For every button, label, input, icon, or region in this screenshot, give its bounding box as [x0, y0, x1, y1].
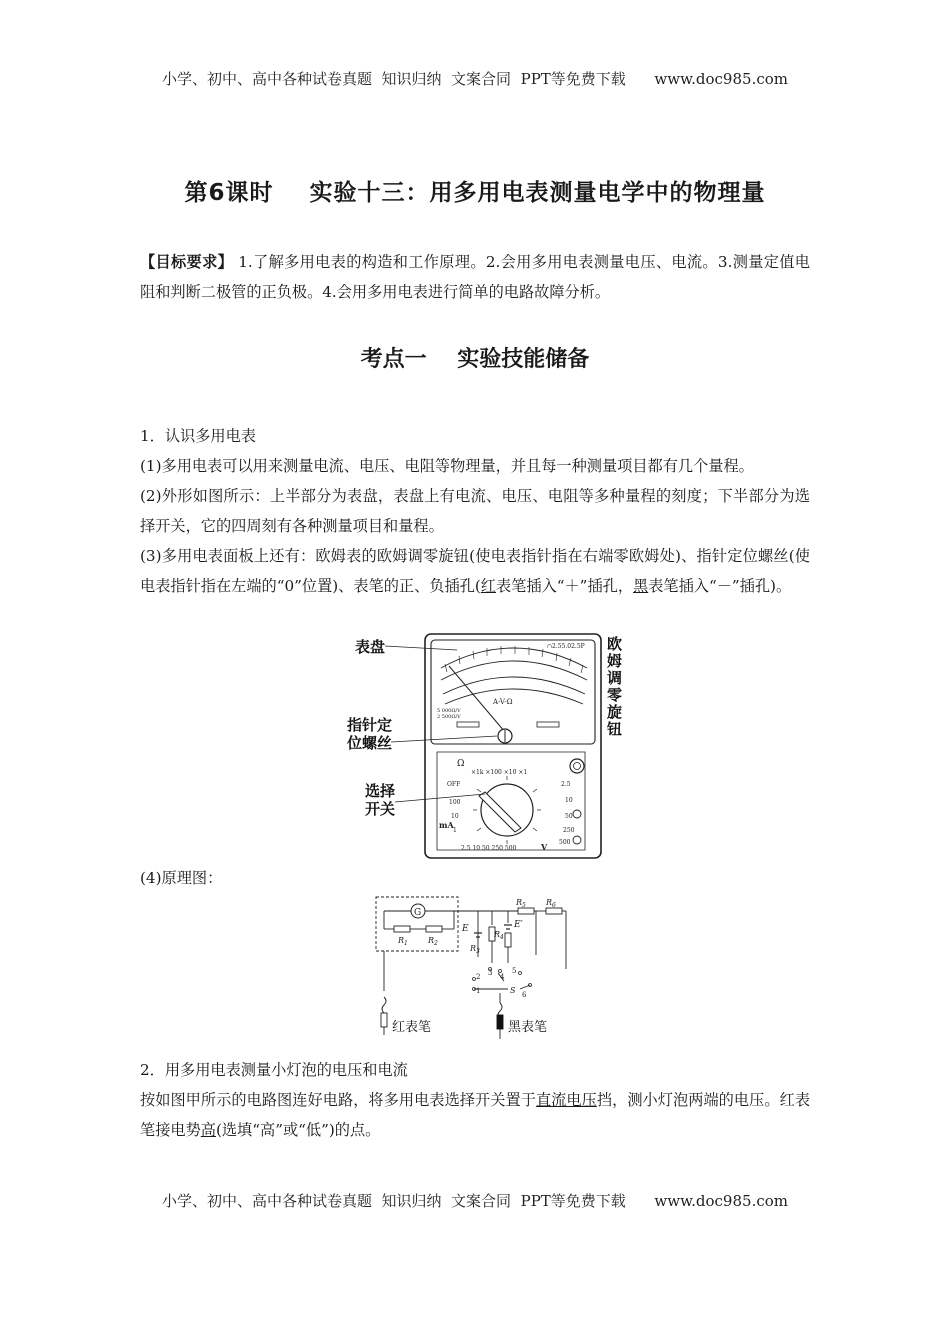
- multimeter-figure: [345, 632, 605, 860]
- s2-pb: 挡，测小灯泡两端的电压。红表笔接电势: [140, 1091, 811, 1139]
- goal-requirements: [140, 247, 810, 307]
- sensitivity-2: 2 500Ω/V: [437, 714, 461, 720]
- ohm-char-2: 姆: [607, 652, 623, 670]
- goal-tag: 【目标要求】: [140, 253, 234, 271]
- goal-text: 1.了解多用电表的构造和工作原理。2.会用多用电表测量电压、电流。3.测量定值电阻和判断二极管的正负极。4.会用多用电表进行简单的电路故障分析。: [140, 253, 810, 301]
- left-range-10: 10: [451, 813, 459, 820]
- s1-p1: (1)多用电表可以用来测量电流、电压、电阻等物理量，并且每一种测量项目都有几个量程。: [140, 457, 754, 475]
- r5-label: [515, 898, 526, 909]
- s1-p3-black: 黑: [633, 577, 649, 595]
- label-dial: 表盘: [355, 638, 386, 656]
- right-range-250: 250: [563, 827, 575, 834]
- r5-sub: 5: [522, 902, 526, 909]
- s1-p3: [140, 541, 810, 601]
- e-prime-label: E′: [514, 920, 523, 930]
- sw-num-1: 1: [476, 987, 481, 995]
- r1-sub: 1: [404, 940, 408, 947]
- sw-num-3: 3: [488, 969, 493, 977]
- r2-r: R: [428, 936, 435, 945]
- s2-underline-high: 高: [200, 1121, 216, 1139]
- sw-num-5: 5: [512, 967, 517, 975]
- left-range-1: 1: [453, 827, 457, 834]
- s2-pc: (选填“高”或“低”)的点。: [215, 1121, 381, 1139]
- label-switch-2: 开关: [365, 800, 396, 818]
- jack-plus: [573, 810, 581, 818]
- off-label: OFF: [447, 781, 461, 788]
- red-lead-label: 红表笔: [392, 1020, 432, 1035]
- r4-r: R: [494, 930, 501, 939]
- s1-heading: 1．认识多用电表: [140, 427, 256, 445]
- s1-p4: (4)原理图：: [140, 869, 223, 887]
- v-mark-bottom: V: [541, 842, 548, 852]
- s1-p3-red: 红: [480, 577, 496, 595]
- r6-r: R: [546, 898, 553, 907]
- lesson-title: 第6课时 实验十三：用多用电表测量电学中的物理量: [184, 180, 766, 206]
- r1-r: R: [398, 936, 405, 945]
- r1-label: [397, 936, 408, 947]
- sensitivity-1: 5 000Ω/V: [437, 708, 461, 714]
- omega-mark: Ω: [457, 759, 465, 769]
- ohm-char-1: 欧: [607, 635, 623, 653]
- page-header: 小学、初中、高中各种试卷真题 知识归纳 文案合同 PPT等免费下载 www.doc985.com: [161, 70, 788, 88]
- left-range-100: 100: [449, 799, 461, 806]
- black-lead-probe: [497, 1015, 503, 1029]
- ohm-char-5: 旋: [607, 703, 623, 721]
- sw-num-4: 4: [500, 973, 505, 981]
- s2-heading: 2．用多用电表测量小灯泡的电压和电流: [140, 1061, 408, 1079]
- dial-top-mark: ∩2.55.02.5P: [547, 643, 585, 650]
- multiplier-labels: ×1k ×100 ×10 ×1: [471, 769, 528, 776]
- black-lead-label: 黑表笔: [508, 1020, 548, 1035]
- label-switch-1: 选择: [365, 782, 396, 800]
- r5-r: R: [516, 898, 523, 907]
- page-footer: 小学、初中、高中各种试卷真题 知识归纳 文案合同 PPT等免费下载 www.doc985.com: [161, 1192, 788, 1210]
- right-range-10: 10: [565, 797, 573, 804]
- label-ohm-knob: [607, 636, 627, 738]
- r4-sub: 4: [500, 934, 504, 941]
- section-title: 考点一 实验技能储备: [360, 347, 590, 372]
- r6-sub: 6: [552, 902, 556, 909]
- sw-num-6: 6: [522, 991, 527, 999]
- label-screw-1: 指针定: [347, 716, 393, 734]
- ohm-char-4: 零: [607, 686, 623, 704]
- r6-label: [545, 898, 556, 909]
- s1-p3a: (3)多用电表面板上还有：欧姆表的欧姆调零旋钮(使电表指针指在右端零欧姆处)、指针定位螺丝(使电表指针指在左端的“0”位置)、表笔的正、负插孔(: [140, 547, 810, 595]
- r3-r: R: [470, 944, 477, 953]
- red-lead-probe: [381, 1013, 387, 1027]
- right-range-2.5: 2.5: [561, 781, 571, 788]
- dial-scale-text: A-V-Ω: [493, 698, 513, 706]
- ma-label: mA: [439, 820, 454, 830]
- galvanometer-label: G: [414, 908, 422, 918]
- s1-p3b: 表笔插入“＋”插孔，: [495, 577, 634, 595]
- s2-pa: 按如图甲所示的电路图连好电路，将多用电表选择开关置于: [140, 1091, 536, 1109]
- s2-underline-dc-voltage: 直流电压: [535, 1091, 597, 1109]
- r2-sub: 2: [434, 940, 438, 947]
- ohm-char-3: 调: [607, 669, 623, 687]
- r2-label: [427, 936, 438, 947]
- s2-p1: [140, 1085, 810, 1145]
- switch-s-label: S: [510, 986, 516, 995]
- r3-sub: 3: [476, 948, 480, 955]
- jack-minus: [573, 836, 581, 844]
- s1-p2: (2)外形如图所示：上半部分为表盘，表盘上有电流、电压、电阻等多种量程的刻度；下半部分为选择开关，它的四周刻有各种测量项目和量程。: [140, 487, 810, 535]
- s1-p3c: 表笔插入“－”插孔)。: [648, 577, 792, 595]
- ohm-char-6: 钮: [607, 720, 623, 738]
- selector-knob: [481, 784, 533, 836]
- label-screw-2: 位螺丝: [347, 734, 393, 752]
- sw-num-2: 2: [476, 973, 481, 981]
- bottom-ranges: 2.5 10 50 250 500: [461, 845, 517, 852]
- right-range-500: 500: [559, 839, 571, 846]
- principle-schematic: [370, 893, 580, 1043]
- e-label: E: [462, 924, 469, 934]
- right-range-50: 50: [565, 813, 573, 820]
